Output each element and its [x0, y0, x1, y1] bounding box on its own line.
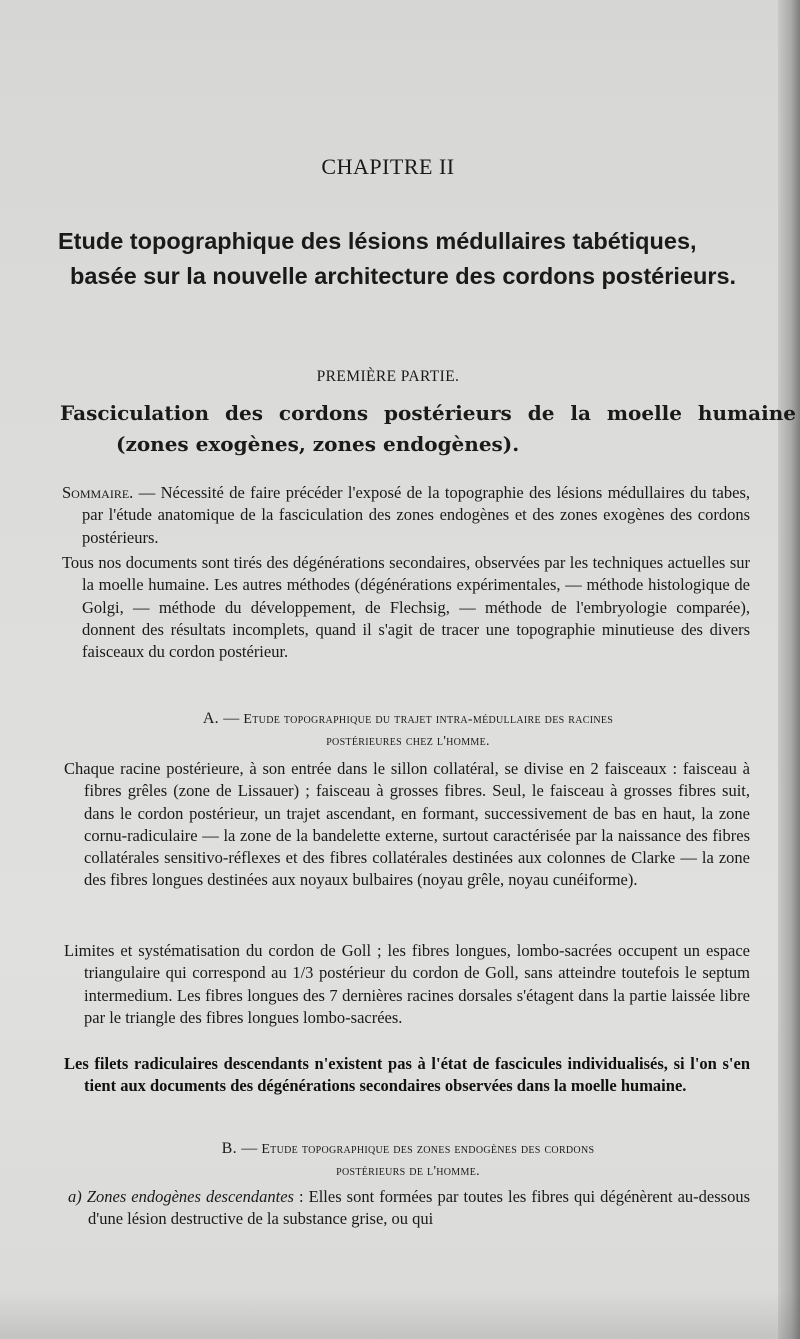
chapter-title: Etude topographique des lésions médullaires tabétiques, basée sur la nouvelle architecture des cordons postérieurs. — [58, 228, 737, 289]
section-b-paragraph — [68, 1186, 750, 1231]
section-b-line2: postérieurs de l'homme. — [336, 1164, 480, 1179]
chapter-heading: CHAPITRE II — [321, 154, 455, 179]
section-b-line1: B. — Etude topographique des zones endogènes des cordons — [221, 1140, 595, 1157]
part-heading: PREMIÈRE PARTIE. — [316, 368, 460, 385]
section-b-label: a) — [68, 1187, 87, 1206]
section-b-term: Zones endogènes descendantes — [86, 1187, 294, 1206]
section-a-line1: A. — Etude topographique du trajet intra-médullaire des racines — [202, 710, 614, 727]
section-a-paragraph-1: Chaque racine postérieure, à son entrée dans le sillon collatéral, se divise en 2 faisceaux : faisceau à fibres grêles (zone de Lissauer) ; faisceau à grosses fibres. Seul, le faisceau à grosses fibres suit, dans le cordon postérieur, un trajet ascendant, en formant, successivement de bas en haut, la zone cornu-radiculaire — la zone de la bandelette externe, surtout caractérisée par la naissance des fibres collatérales sensitivo-réflexes et des fibres collatérales destinées aux colonnes de Clarke — la zone des fibres longues destinées aux noyaux bulbaires (noyau grêle, noyau cunéiforme). — [64, 759, 750, 890]
section-b-heading — [88, 1138, 728, 1183]
section-b-text: : Elles sont formées par toutes les fibres qui dégénèrent au-dessous d'une lésion destructive de la substance grise, ou qui — [88, 1187, 750, 1229]
sommaire-label: Sommaire. — [62, 483, 134, 502]
section-a-heading — [88, 708, 728, 753]
section-a-paragraph-2: Limites et systématisation du cordon de Goll ; les fibres longues, lombo-sacrées occupent un espace triangulaire qui correspond au 1/3 postérieur du cordon de Goll, sans atteindre toutefois le septum intermedium. Les fibres longues des 7 dernières racines dorsales s'étagent dans la partie laissée libre par le triangle des fibres longues lombo-sacrées. — [64, 941, 750, 1027]
section-a-line2: postérieures chez l'homme. — [326, 734, 490, 749]
part-subtitle: Fasciculation des cordons postérieurs de la moelle humaine (zones exogènes, zones endogènes). — [60, 401, 796, 456]
page-edge-shadow — [778, 0, 800, 1339]
page-bottom-shadow — [0, 1291, 800, 1339]
documents-paragraph: Tous nos documents sont tirés des dégénérations secondaires, observées par les techniques actuelles sur la moelle humaine. Les autres méthodes (dégénérations expérimentales, — méthode histologique de Golgi, — méthode du développement, de Flechsig, — méthode de l'embryologie comparée), donnent des résultats incomplets, quand il s'agit de tracer une topographie minutieuse des divers faisceaux du cordon postérieur. — [62, 553, 750, 662]
sommaire-text: — Nécessité de faire précéder l'exposé de la topographie des lésions médullaires du tabes, par l'étude anatomique de la fasciculation des zones endogènes et des zones exogènes des cordons postérieurs. — [82, 483, 750, 547]
sommaire-paragraph — [62, 482, 750, 549]
section-a-paragraph-3: Les filets radiculaires descendants n'existent pas à l'état de fascicules individualisés, si l'on s'en tient aux documents des dégénérations secondaires observées dans la moelle humaine. — [64, 1054, 750, 1096]
